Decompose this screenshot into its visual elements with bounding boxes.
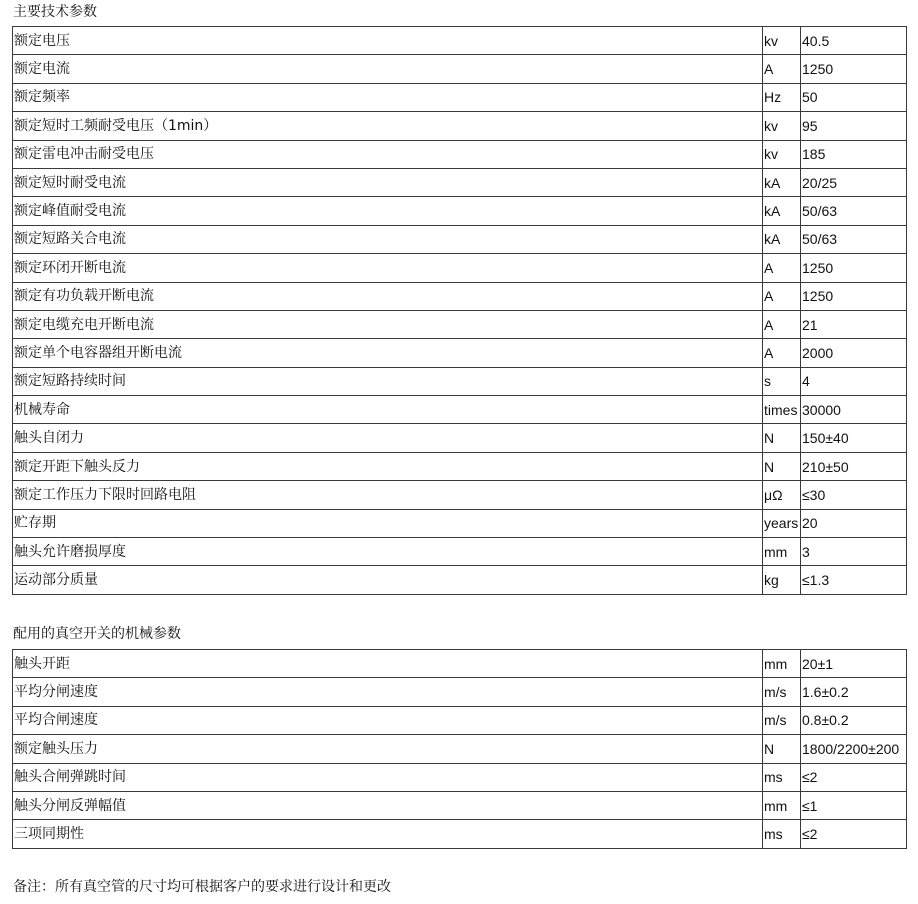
value-cell: 20/25 (801, 168, 907, 196)
mechanical-params-table (12, 649, 907, 849)
value-cell: ≤1.3 (801, 566, 907, 594)
value-cell: 1.6±0.2 (801, 678, 907, 706)
table-row (13, 197, 907, 225)
param-name-cell: 额定触头压力 (13, 735, 763, 763)
param-name-cell: 额定短路持续时间 (13, 367, 763, 395)
param-name-cell: 额定雷电冲击耐受电压 (13, 140, 763, 168)
param-name-cell: 额定短路关合电流 (13, 225, 763, 253)
param-name-cell: 平均分闸速度 (13, 678, 763, 706)
value-cell: 1800/2200±200 (801, 735, 907, 763)
table-row (13, 27, 907, 55)
unit-cell: μΩ (763, 481, 801, 509)
table-row (13, 566, 907, 594)
unit-cell: kv (763, 112, 801, 140)
unit-cell: kA (763, 225, 801, 253)
value-cell: 150±40 (801, 424, 907, 452)
param-name-cell: 额定短时耐受电流 (13, 168, 763, 196)
value-cell: 95 (801, 112, 907, 140)
value-cell: 4 (801, 367, 907, 395)
param-name-cell: 额定电压 (13, 27, 763, 55)
param-name-cell: 触头合闸弹跳时间 (13, 763, 763, 791)
unit-cell: mm (763, 791, 801, 819)
unit-cell: kA (763, 168, 801, 196)
unit-cell: ms (763, 763, 801, 791)
unit-cell: times (763, 396, 801, 424)
table-row (13, 706, 907, 734)
unit-cell: ms (763, 820, 801, 848)
table-row (13, 763, 907, 791)
param-name-cell: 运动部分质量 (13, 566, 763, 594)
table-row (13, 282, 907, 310)
table-row (13, 396, 907, 424)
section-title-main-params: 主要技术参数 (13, 4, 97, 20)
unit-cell: Hz (763, 83, 801, 111)
unit-cell: m/s (763, 706, 801, 734)
param-name-cell: 触头允许磨损厚度 (13, 538, 763, 566)
param-name-cell: 三项同期性 (13, 820, 763, 848)
value-cell: 20±1 (801, 650, 907, 678)
param-name-cell: 触头分闸反弹幅值 (13, 791, 763, 819)
unit-cell: kv (763, 27, 801, 55)
table-row (13, 168, 907, 196)
section-title-mechanical-params: 配用的真空开关的机械参数 (13, 626, 181, 642)
table-row (13, 735, 907, 763)
param-name-cell: 额定单个电容器组开断电流 (13, 339, 763, 367)
table-row (13, 538, 907, 566)
param-name-cell: 额定频率 (13, 83, 763, 111)
unit-cell: A (763, 339, 801, 367)
table-row (13, 225, 907, 253)
unit-cell: A (763, 310, 801, 338)
table-row (13, 55, 907, 83)
param-name-cell: 额定有功负载开断电流 (13, 282, 763, 310)
table-row (13, 424, 907, 452)
table-row (13, 650, 907, 678)
table-row (13, 678, 907, 706)
value-cell: 50/63 (801, 225, 907, 253)
value-cell: ≤2 (801, 763, 907, 791)
value-cell: ≤30 (801, 481, 907, 509)
value-cell: 1250 (801, 282, 907, 310)
table-row (13, 310, 907, 338)
unit-cell: mm (763, 538, 801, 566)
unit-cell: kA (763, 197, 801, 225)
table-row (13, 112, 907, 140)
param-name-cell: 额定工作压力下限时回路电阻 (13, 481, 763, 509)
value-cell: 3 (801, 538, 907, 566)
unit-cell: A (763, 254, 801, 282)
param-name-cell: 触头开距 (13, 650, 763, 678)
unit-cell: A (763, 282, 801, 310)
unit-cell: A (763, 55, 801, 83)
value-cell: 1250 (801, 55, 907, 83)
main-params-table (12, 26, 907, 595)
unit-cell: m/s (763, 678, 801, 706)
table-row (13, 83, 907, 111)
param-name-cell: 平均合闸速度 (13, 706, 763, 734)
value-cell: 210±50 (801, 452, 907, 480)
unit-cell: kg (763, 566, 801, 594)
value-cell: 40.5 (801, 27, 907, 55)
param-name-cell: 额定峰值耐受电流 (13, 197, 763, 225)
value-cell: 21 (801, 310, 907, 338)
param-name-cell: 贮存期 (13, 509, 763, 537)
unit-cell: N (763, 424, 801, 452)
unit-cell: mm (763, 650, 801, 678)
table-row (13, 254, 907, 282)
unit-cell: N (763, 452, 801, 480)
table-row (13, 481, 907, 509)
table-row (13, 509, 907, 537)
value-cell: ≤2 (801, 820, 907, 848)
unit-cell: years (763, 509, 801, 537)
value-cell: 20 (801, 509, 907, 537)
value-cell: 50/63 (801, 197, 907, 225)
param-name-cell: 额定电缆充电开断电流 (13, 310, 763, 338)
param-name-cell: 机械寿命 (13, 396, 763, 424)
table-row (13, 367, 907, 395)
value-cell: 30000 (801, 396, 907, 424)
table-row (13, 791, 907, 819)
value-cell: 50 (801, 83, 907, 111)
param-name-cell: 额定开距下触头反力 (13, 452, 763, 480)
value-cell: 2000 (801, 339, 907, 367)
footnote: 备注：所有真空管的尺寸均可根据客户的要求进行设计和更改 (13, 879, 391, 895)
param-name-cell: 触头自闭力 (13, 424, 763, 452)
value-cell: 185 (801, 140, 907, 168)
param-name-cell: 额定短时工频耐受电压（1min） (13, 112, 763, 140)
param-name-cell: 额定环闭开断电流 (13, 254, 763, 282)
table-row (13, 452, 907, 480)
unit-cell: kv (763, 140, 801, 168)
value-cell: 0.8±0.2 (801, 706, 907, 734)
unit-cell: N (763, 735, 801, 763)
param-name-cell: 额定电流 (13, 55, 763, 83)
value-cell: ≤1 (801, 791, 907, 819)
value-cell: 1250 (801, 254, 907, 282)
table-row (13, 820, 907, 848)
unit-cell: s (763, 367, 801, 395)
table-row (13, 140, 907, 168)
table-row (13, 339, 907, 367)
